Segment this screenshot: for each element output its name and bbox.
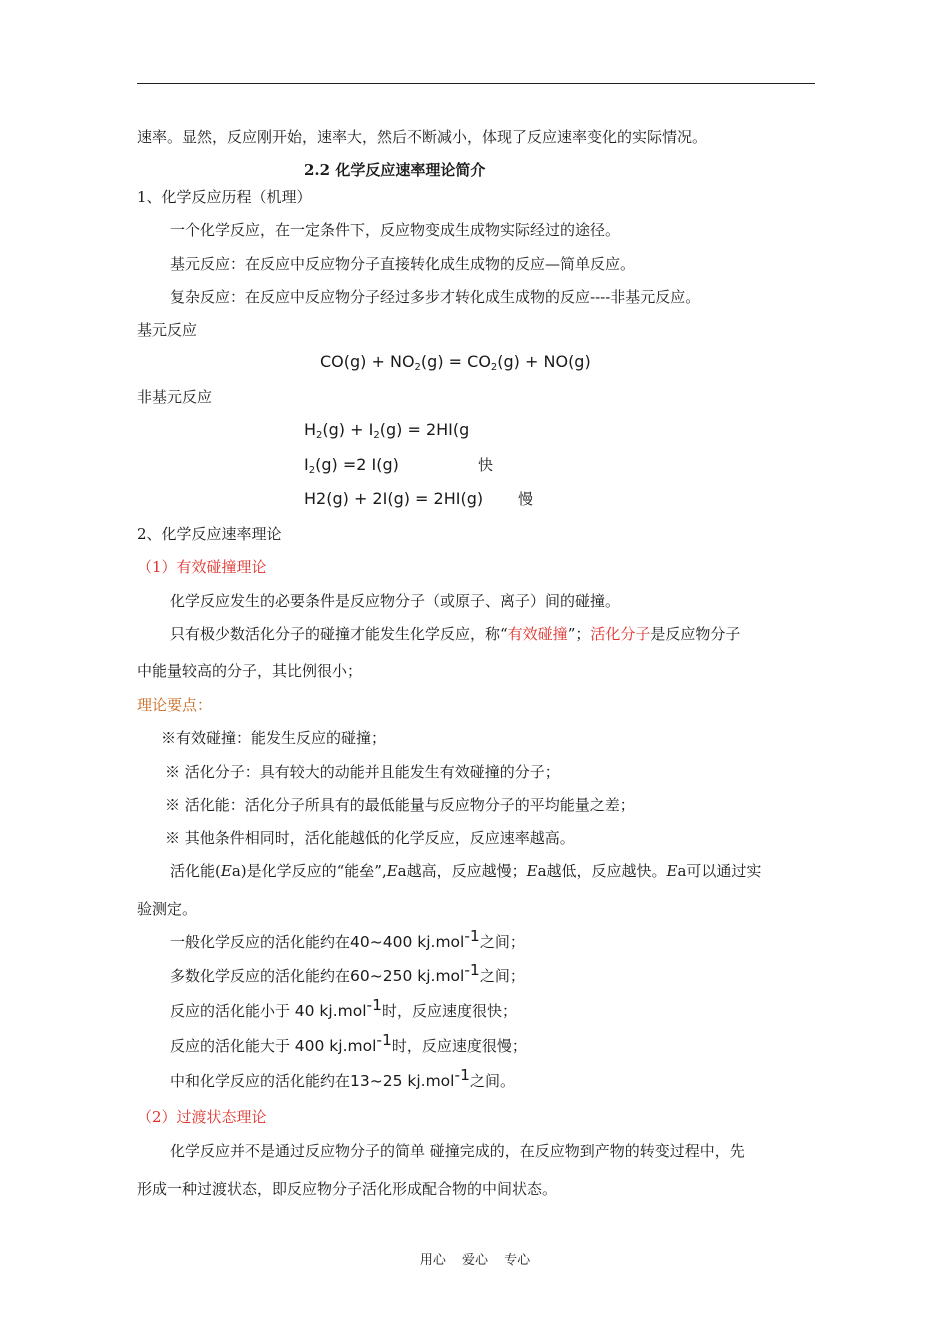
note-slow: 慢 [518,490,534,508]
point-lower-energy-faster: ※ 其他条件相同时，活化能越低的化学反应，反应速率越高。 [165,829,575,847]
paragraph-transition-state: 化学反应并不是通过反应物分子的简单 碰撞完成的，在反应物到产物的转变过程中，先 [170,1142,745,1160]
paragraph-transition-state-cont: 形成一种过渡状态，即反应物分子活化形成配合物的中间状态。 [137,1180,558,1198]
fact-below-40: 反应的活化能小于 40 kj.mol$^{-1}$时，反应速度很快； [170,996,518,1020]
paragraph-activation-energy-barrier: 活化能(Ea)是化学反应的“能垒”,Ea越高，反应越慢；Ea越低，反应越快。Ea可以通过实 [170,862,762,880]
fact-general-range: 一般化学反应的活化能约在40~400 kj.mol$^{-1}$之间； [170,927,525,951]
fact-most-range: 多数化学反应的活化能约在60~250 kj.mol$^{-1}$之间； [170,961,525,985]
section-title: 2.2 化学反应速率理论简介 [304,161,486,179]
subheading-collision-theory: （1）有效碰撞理论 [137,558,267,576]
fact-above-400: 反应的活化能大于 400 kj.mol$^{-1}$时，反应速度很慢； [170,1031,527,1055]
subheading-transition-state: （2）过渡状态理论 [137,1108,267,1126]
label-elementary-reaction: 基元反应 [137,321,198,339]
footer-text-3: 专心 [504,1253,531,1268]
equation-co-no2: $CO(g) + NO_2(g) = CO_2(g) + NO(g)$ [320,352,591,373]
equation-h2-2i-step: H2(g) + 2I(g) = 2HI(g) [304,489,484,508]
point-activation-energy: ※ 活化能：活化分子所具有的最低能量与反应物分子的平均能量之差； [165,796,635,814]
paragraph-effective-collision: 只有极少数活化分子的碰撞才能发生化学反应，称“有效碰撞”；活化分子是反应物分子 [170,625,741,643]
point-activated-molecule: ※ 活化分子：具有较大的动能并且能发生有效碰撞的分子； [165,763,560,781]
heading-reaction-mechanism: 1、化学反应历程（机理） [137,188,312,206]
equation-h2-i2: $H_2(g) + I_2(g) = 2HI(g$ [304,420,470,441]
paragraph-mechanism-def: 一个化学反应，在一定条件下，反应物变成生成物实际经过的途径。 [170,221,621,239]
paragraph-rate-conclusion: 速率。显然，反应刚开始，速率大，然后不断减小，体现了反应速率变化的实际情况。 [137,128,708,146]
term-effective-collision: 有效碰撞 [507,625,568,643]
point-effective-collision: ※有效碰撞：能发生反应的碰撞； [161,729,387,747]
paragraph-collision-condition: 化学反应发生的必要条件是反应物分子（或原子、离子）间的碰撞。 [170,592,621,610]
heading-rate-theory: 2、化学反应速率理论 [137,525,282,543]
label-theory-points: 理论要点： [137,696,213,714]
paragraph-effective-collision-cont: 中能量较高的分子，其比例很小； [137,662,363,680]
paragraph-complex-def: 复杂反应：在反应中反应物分子经过多步才转化成生成物的反应----非基元反应。 [170,288,701,306]
note-fast: 快 [478,456,494,474]
footer-text-1: 用心 [419,1253,446,1268]
footer-text-2: 爱心 [461,1253,488,1268]
term-activated-molecule: 活化分子 [590,625,651,643]
fact-neutralization-range: 中和化学反应的活化能约在13~25 kj.mol$^{-1}$之间。 [170,1066,515,1090]
paragraph-activation-energy-cont: 验测定。 [137,900,198,918]
header-rule [137,83,815,84]
paragraph-elementary-def: 基元反应：在反应中反应物分子直接转化成生成物的反应—简单反应。 [170,255,636,273]
label-nonelementary-reaction: 非基元反应 [137,388,213,406]
equation-i2-step: $I_2(g) =2$ I(g) [304,455,399,476]
page-footer [0,1249,950,1268]
